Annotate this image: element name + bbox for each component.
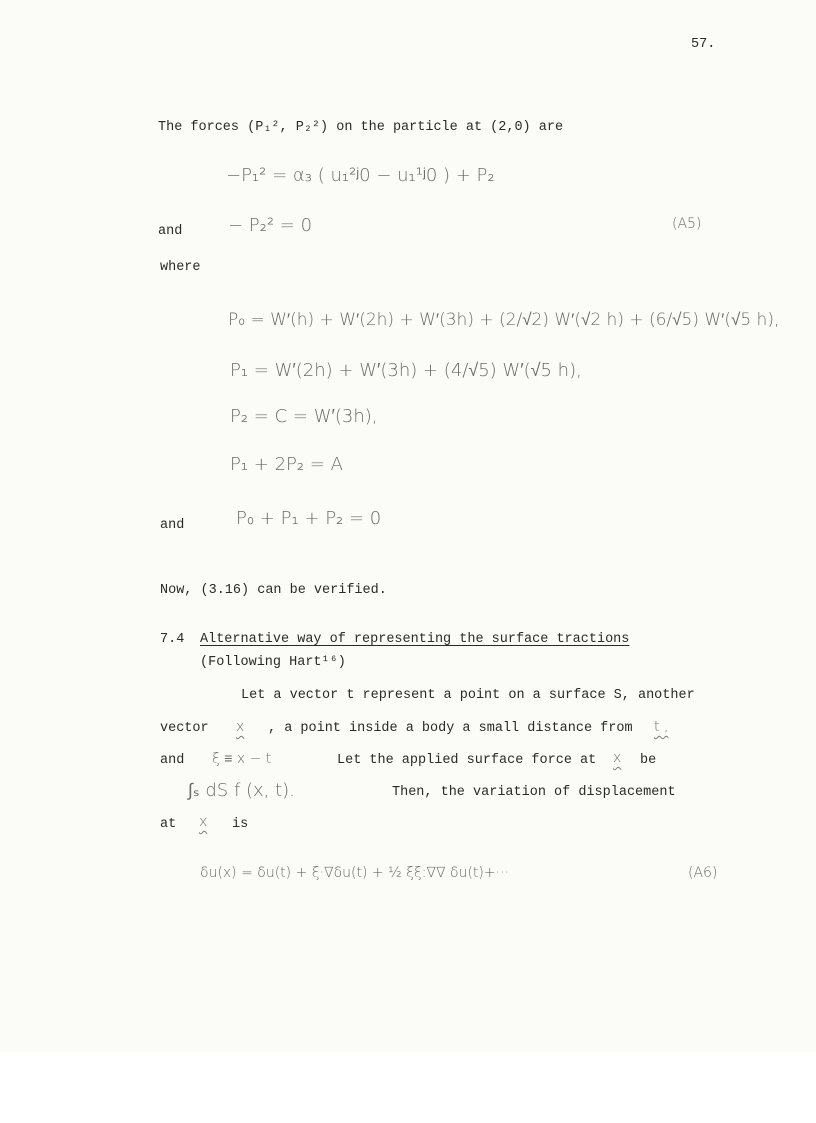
paragraph-line-3-mid: Let the applied surface force at [337, 753, 597, 768]
equation-number-a5: (A5) [672, 216, 702, 232]
xi-definition: ξ ≡ x − t [212, 751, 272, 767]
paragraph-line-3-end: be [640, 753, 657, 768]
equation-p1: P₁ = W′(2h) + W′(3h) + (4/√5) W′(√5 h), [230, 360, 582, 381]
equation-total: P₀ + P₁ + P₂ = 0 [236, 508, 382, 529]
vector-x: x [236, 719, 245, 735]
surface-integral: ∫ₛ dS f (x, t). [188, 780, 295, 801]
paragraph-line-5-start: at [160, 817, 177, 832]
verified-text: Now, (3.16) can be verified. [160, 583, 387, 598]
and-label-1: and [158, 224, 183, 239]
equation-number-a6: (A6) [688, 865, 718, 881]
paragraph-line-2-end: , a point inside a body a small distance from [268, 721, 633, 736]
equation-p2: P₂ = C = W′(3h), [230, 406, 378, 427]
paragraph-line-2-start: vector [160, 721, 209, 736]
intro-text: The forces (P₁², P₂²) on the particle at (2,0) are [158, 120, 564, 135]
vector-x-2: x [613, 750, 622, 766]
equation-sum: P₁ + 2P₂ = A [230, 454, 343, 475]
equation-p0: P₀ = W′(h) + W′(2h) + W′(3h) + (2/√2) W′(√2 h) + (6/√5) W′(√5 h), [228, 310, 780, 330]
section-number: 7.4 [160, 632, 185, 647]
section-title: Alternative way of representing the surface tractions [200, 632, 630, 647]
paragraph-line-1: Let a vector t represent a point on a surface S, another [241, 688, 695, 703]
equation-p1-squared: −P₁² = α₃ ( u₁²ʲ0 − u₁¹ʲ0 ) + P₂ [226, 165, 495, 186]
paragraph-line-5-end: is [232, 817, 249, 832]
and-label-2: and [160, 518, 185, 533]
page-number: 57. [691, 37, 716, 52]
equation-a6: δu(x) = δu(t) + ξ·∇δu(t) + ½ ξξ:∇∇ δu(t)+··· [200, 865, 509, 881]
vector-t: t , [654, 719, 669, 735]
paragraph-line-4: Then, the variation of displacement [392, 785, 676, 800]
where-label: where [160, 260, 201, 275]
vector-x-3: x [199, 814, 208, 830]
section-subtitle: (Following Hart¹⁶) [200, 655, 346, 670]
paragraph-line-3-start: and [160, 753, 185, 768]
equation-p2-squared: − P₂² = 0 [228, 215, 313, 236]
